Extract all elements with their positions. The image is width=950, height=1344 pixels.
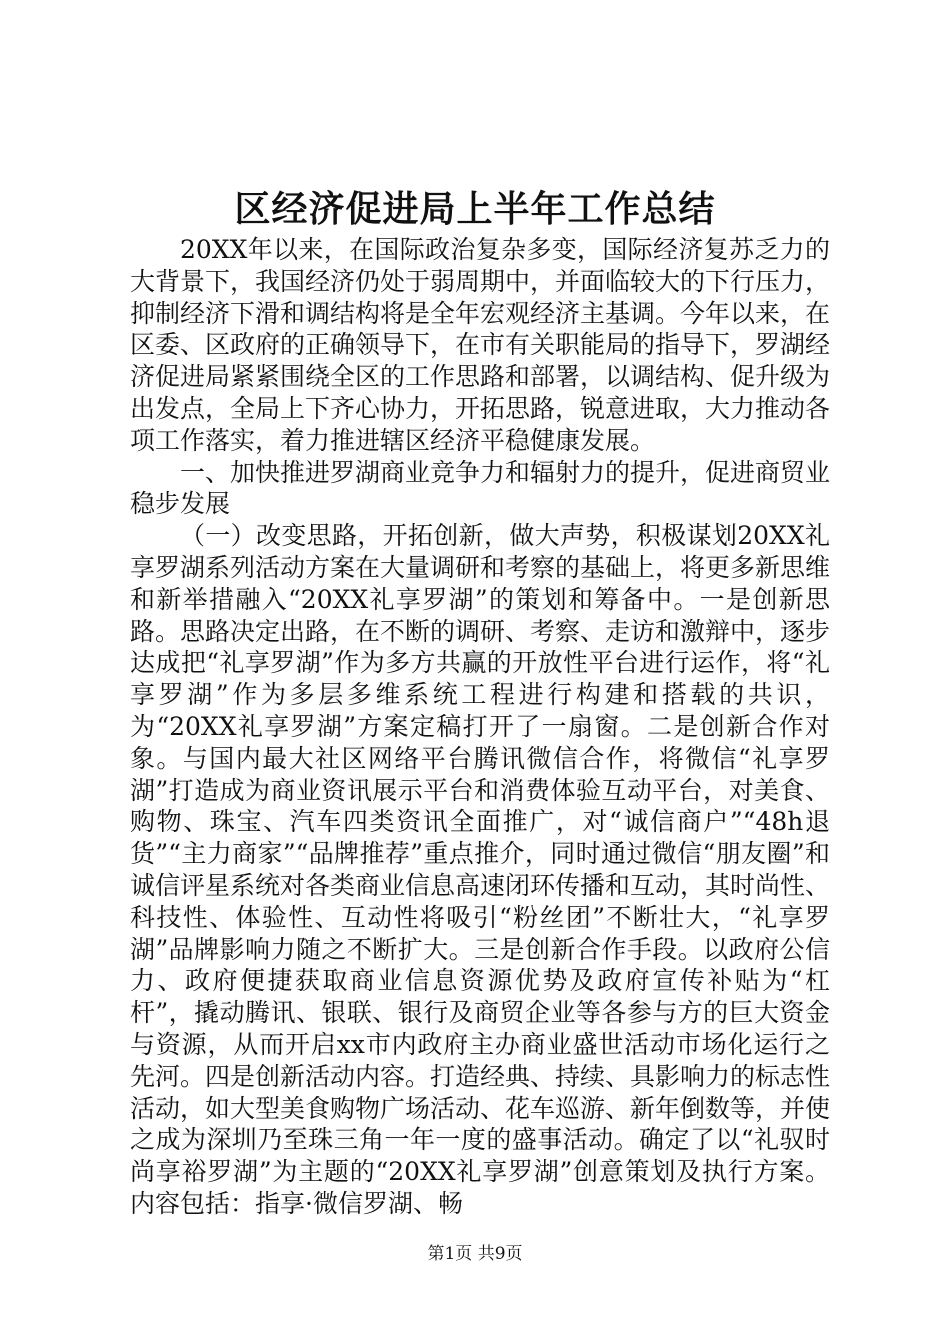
section-heading-1: 一、加快推进罗湖商业竞争力和辐射力的提升，促进商贸业稳步发展 <box>130 457 831 519</box>
page-number: 第1页 共9页 <box>427 1244 523 1264</box>
document-body <box>130 234 830 1220</box>
document-title: 区经济促进局上半年工作总结 <box>234 188 716 230</box>
intro-paragraph: 20XX年以来，在国际政治复杂多变，国际经济复苏乏力的大背景下，我国经济仍处于弱周期中，并面临较大的下行压力，抑制经济下滑和调结构将是全年宏观经济主基调。今年以来，在区委、区政府的正确领导下，在市有关职能局的指导下，罗湖经济促进局紧紧围绕全区的工作思路和部署，以调结构、促升级为出发点，全局上下齐心协力，开拓思路，锐意进取，大力推动各项工作落实，着力推进辖区经济平稳健康发展。 <box>130 235 831 455</box>
subsection-paragraph-1: （一）改变思路，开拓创新，做大声势，积极谋划20XX礼享罗湖系列活动方案在大量调研和考察的基础上，将更多新思维和新举措融入“20XX礼享罗湖”的策划和筹备中。一是创新思路。思路决定出路，在不断的调研、考察、走访和激辩中，逐步达成把“礼享罗湖”作为多方共赢的开放性平台进行运作，将“礼享罗湖”作为多层多维系统工程进行构建和搭载的共识，为“20XX礼享罗湖”方案定稿打开了一扇窗。二是创新合作对象。与国内最大社区网络平台腾讯微信合作，将微信“礼享罗湖”打造成为商业资讯展示平台和消费体验互动平台，对美食、购物、珠宝、汽车四类资讯全面推广，对“诚信商户”“48h退货”“主力商家”“品牌推荐”重点推介，同时通过微信“朋友圈”和诚信评星系统对各类商业信息高速闭环传播和互动，其时尚性、科技性、体验性、互动性将吸引“粉丝团”不断壮大，“礼享罗湖”品牌影响力随之不断扩大。三是创新合作手段。以政府公信力、政府便捷获取商业信息资源优势及政府宣传补贴为“杠杆”，撬动腾讯、银联、银行及商贸企业等各参与方的巨大资金与资源，从而开启xx市内政府主办商业盛世活动市场化运行之先河。四是创新活动内容。打造经典、持续、具影响力的标志性活动，如大型美食购物广场活动、花车巡游、新年倒数等，并使之成为深圳乃至珠三角一年一度的盛事活动。确定了以“礼驭时尚享裕罗湖”为主题的“20XX礼享罗湖”创意策划及执行方案。内容包括：指享·微信罗湖、畅 <box>130 521 831 1218</box>
